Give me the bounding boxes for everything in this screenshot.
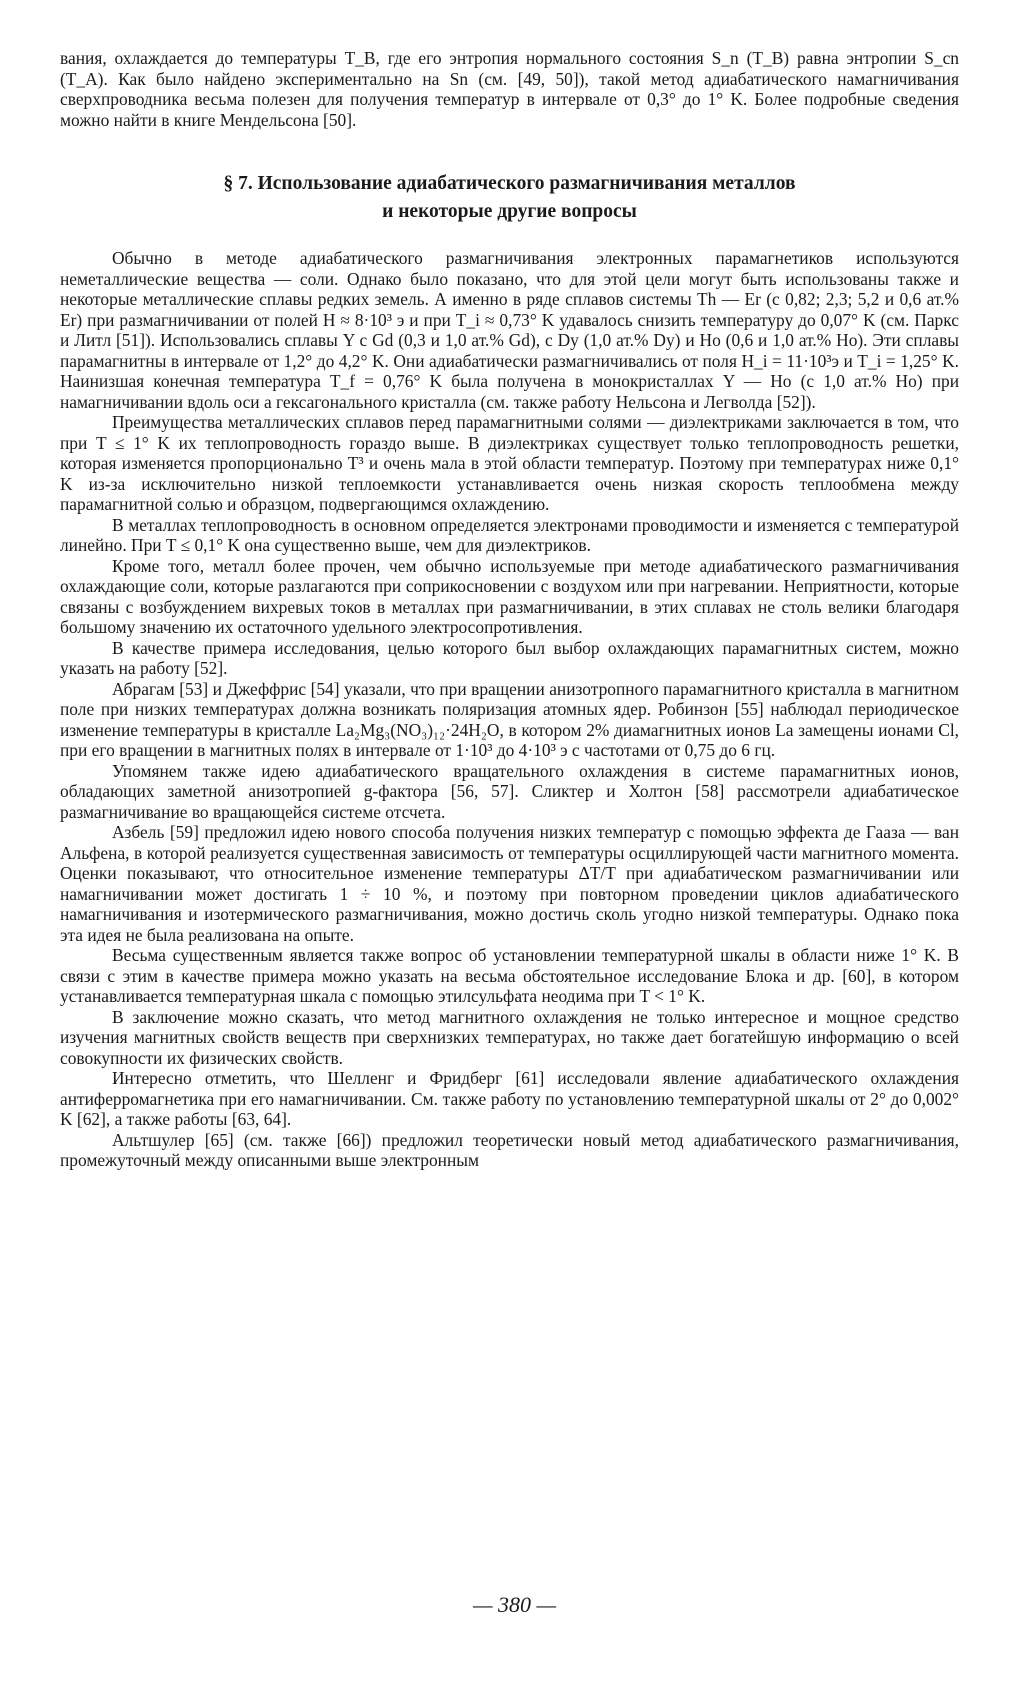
- paragraph: Азбель [59] предложил идею нового способа получения низких температур с помощью эффекта де Гааза — ван Альфена, в которой реализуется существенная зависимость от температуры осциллирующей части магнитного момента. Оценки показывают, что относительное изменение температуры ΔT/T при адиабатическом размагничивании или намагничивании может достигать 1 ÷ 10 %, и поэтому при повторном проведении циклов адиабатического намагничивания и изотермического размагничивания, можно достичь сколь угодно низкой температуры. Однако пока эта идея не была реализована на опыте.: [60, 822, 959, 945]
- paragraph: Весьма существенным является также вопрос об установлении температурной шкалы в области ниже 1° K. В связи с этим в качестве примера можно указать на весьма обстоятельное исследование Блока и др. [60], в котором устанавливается температурная шкала с помощью этилсульфата неодима при T < 1° K.: [60, 945, 959, 1006]
- section-heading: [60, 170, 959, 226]
- paragraph: Преимущества металлических сплавов перед парамагнитными солями — диэлектриками заключается в том, что при T ≤ 1° K их теплопроводность гораздо выше. В диэлектриках существует только теплопроводность решетки, которая изменяется пропорционально T³ и очень мала в этой области температур. Поэтому при температурах ниже 0,1° K из-за исключительно низкой теплоемкости устанавливается очень низкая скорость теплообмена между парамагнитной солью и образцом, подвергающимся охлаждению.: [60, 412, 959, 514]
- section-title-line-2: и некоторые другие вопросы: [382, 201, 637, 222]
- paragraph: Обычно в методе адиабатического размагничивания электронных парамагнетиков используются неметаллические вещества — соли. Однако было показано, что для этой цели могут быть использованы также и некоторые металлические сплавы редких земель. А именно в ряде сплавов системы Th — Er (с 0,82; 2,3; 5,2 и 0,6 ат.% Er) при размагничивании от полей H ≈ 8·10³ э и при T_i ≈ 0,73° K удавалось снизить температуру до 0,07° K (см. Паркс и Литл [51]). Использовались сплавы Y с Gd (0,3 и 1,0 ат.% Gd), с Dy (1,0 ат.% Dy) и Ho (0,6 и 1,0 ат.% Ho). Эти сплавы парамагнитны в интервале от 1,2° до 4,2° K. Они адиабатически размагничивались от поля H_i = 11·10³э и T_i = 1,25° K. Наинизшая конечная температура T_f = 0,76° K была получена в монокристаллах Y — Ho (с 1,0 ат.% Ho) при намагничивании вдоль оси a гексагонального кристалла (см. также работу Нельсона и Легволда [52]).: [60, 248, 959, 412]
- paragraph: Интересно отметить, что Шелленг и Фридберг [61] исследовали явление адиабатического охлаждения антиферромагнетика при его намагничивании. См. также работу по установлению температурной шкалы от 2° до 0,002° K [62], а также работы [63, 64].: [60, 1068, 959, 1129]
- section-title-line-1: § 7. Использование адиабатического размагничивания металлов: [223, 173, 796, 194]
- paragraph: Альтшулер [65] (см. также [66]) предложил теоретически новый метод адиабатического размагничивания, промежуточный между описанными выше электронным: [60, 1129, 959, 1170]
- paragraph: В металлах теплопроводность в основном определяется электронами проводимости и изменяется с температурой линейно. При T ≤ 0,1° K она существенно выше, чем для диэлектриков.: [60, 514, 959, 555]
- intro-paragraph: вания, охлаждается до температуры T_B, где его энтропия нормального состояния S_n (T_B) равна энтропии S_cn (T_A). Как было найдено экспериментально на Sn (см. [49, 50]), такой метод адиабатического намагничивания сверхпроводника весьма полезен для получения температур в интервале от 0,3° до 1° K. Более подробные сведения можно найти в книге Мендельсона [50].: [60, 48, 959, 130]
- paragraph: Кроме того, металл более прочен, чем обычно используемые при методе адиабатического размагничивания охлаждающие соли, которые разлагаются при соприкосновении с воздухом или при нагревании. Неприятности, которые связаны с возбуждением вихревых токов в металлах при размагничивании, в этих сплавах не столь велики благодаря большому значению их остаточного удельного электросопротивления.: [60, 555, 959, 637]
- paragraph: Абрагам [53] и Джеффрис [54] указали, что при вращении анизотропного парамагнитного кристалла в магнитном поле при низких температурах должна возникать поляризация атомных ядер. Робинзон [55] наблюдал периодическое изменение температуры в кристалле La₂Mg₃(NO₃)₁₂·24H₂O, в котором 2% диамагнитных ионов La замещены ионами Cl, при его вращении в магнитных полях в интервале от 1·10³ до 4·10³ э с частотами от 0,75 до 6 гц.: [60, 678, 959, 760]
- paragraph: Упомянем также идею адиабатического вращательного охлаждения в системе парамагнитных ионов, обладающих заметной анизотропией g-фактора [56, 57]. Сликтер и Холтон [58] рассмотрели адиабатическое размагничивание во вращающейся системе отсчета.: [60, 760, 959, 822]
- page-number: — 380 —: [472, 1592, 557, 1617]
- paragraph: В качестве примера исследования, целью которого был выбор охлаждающих парамагнитных систем, можно указать на работу [52].: [60, 637, 959, 678]
- paragraph: В заключение можно сказать, что метод магнитного охлаждения не только интересное и мощное средство изучения магнитных свойств веществ при сверхнизких температурах, но также дает богатейшую информацию о всей совокупности их физических свойств.: [60, 1006, 959, 1068]
